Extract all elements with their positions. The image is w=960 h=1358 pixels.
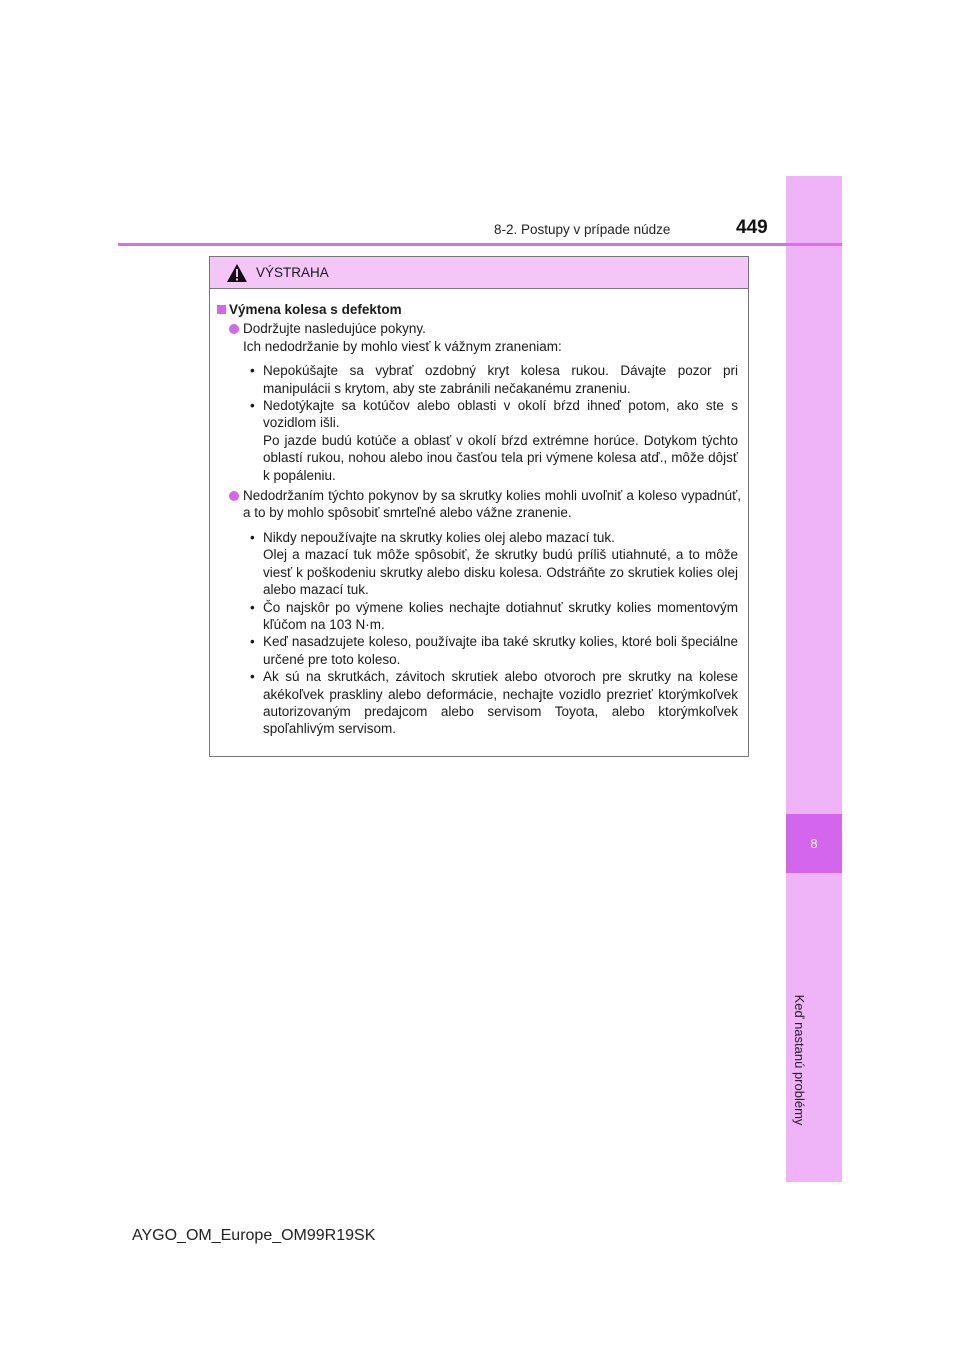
list-item: [217, 397, 741, 484]
warning-subheading: [217, 301, 741, 318]
chapter-side-tab: [786, 176, 842, 1182]
round-bullet-icon: [229, 324, 239, 334]
round-bullet-icon: [229, 491, 239, 501]
list-item-text: Nikdy nepoužívajte na skrutky kolies olej alebo mazací tuk.: [263, 529, 615, 545]
list-item-text: Nepokúšajte sa vybrať ozdobný kryt kolesa rukou. Dávajte pozor pri manipulácii s krytom, aby ste zabránili nečakanému zraneniu.: [263, 363, 738, 396]
page-number: 449: [736, 217, 768, 238]
list-item: [217, 633, 741, 668]
section-title: 8-2. Postupy v prípade núdze: [494, 222, 671, 237]
item1-line1: Dodržujte nasledujúce pokyny.: [243, 321, 426, 337]
square-bullet-icon: [217, 305, 226, 314]
warning-item-2: [217, 487, 741, 522]
bullet-mark: •: [250, 363, 255, 379]
warning-triangle-icon: [226, 263, 248, 283]
item2-text: Nedodržaním týchto pokynov by sa skrutky kolies mohli uvoľniť a koleso vypadnúť, a to by mohlo spôsobiť smrteľné alebo vážne zranenie.: [243, 488, 741, 521]
bullet-mark: •: [250, 669, 255, 685]
list-item: [217, 529, 741, 599]
list-item-text: Keď nasadzujete koleso, používajte iba také skrutky kolies, ktoré boli špeciálne určené pre toto koleso.: [263, 634, 738, 667]
bullet-mark: •: [250, 634, 255, 650]
item2-sublist: [217, 529, 741, 738]
header-rule: [118, 243, 842, 246]
document-id-footer: AYGO_OM_Europe_OM99R19SK: [132, 1227, 376, 1244]
subheading-text: Výmena kolesa s defektom: [229, 302, 402, 317]
item1-sublist: [217, 362, 741, 484]
bullet-mark: •: [250, 599, 255, 615]
item1-line2: Ich nedodržanie by mohlo viesť k vážnym zraneniam:: [243, 338, 562, 354]
list-item-text: Po jazde budú kotúče a oblasť v okolí bŕzd extrémne horúce. Dotykom týchto oblastí rukou, nohou alebo inou časťou tela pri výmene kolesa atď., môže dôjsť k popáleniu.: [263, 432, 738, 483]
list-item: [217, 362, 741, 397]
list-item: [217, 599, 741, 634]
list-item-text: Čo najskôr po výmene kolies nechajte dotiahnuť skrutky kolies momentovým kľúčom na 103 N·m.: [263, 599, 738, 632]
bullet-mark: •: [250, 398, 255, 414]
warning-header: [210, 257, 748, 289]
list-item: [217, 668, 741, 738]
warning-item-1: [217, 320, 741, 355]
warning-body: [210, 289, 748, 738]
chapter-title: Keď nastanú problémy: [792, 994, 807, 1126]
list-item-text: Ak sú na skrutkách, závitoch skrutiek alebo otvoroch pre skrutky na kolese akékoľvek praskliny alebo deformácie, nechajte vozidlo prezrieť ktorýmkoľvek autorizovaným predajcom alebo servisom Toyota, alebo ktorýmkoľvek spoľahlivým servisom.: [263, 669, 738, 737]
chapter-number: 8: [786, 814, 842, 873]
warning-title: VÝSTRAHA: [256, 265, 329, 280]
warning-box: [209, 256, 749, 757]
list-item-text: Nedotýkajte sa kotúčov alebo oblasti v okolí bŕzd ihneď potom, ako ste s vozidlom išli.: [263, 398, 738, 431]
list-item-text: Olej a mazací tuk môže spôsobiť, že skrutky budú príliš utiahnuté, a to môže viesť k poškodeniu skrutky alebo disku kolesa. Odstráňte zo skrutiek kolies olej alebo mazací tuk.: [263, 547, 738, 598]
bullet-mark: •: [250, 529, 255, 545]
